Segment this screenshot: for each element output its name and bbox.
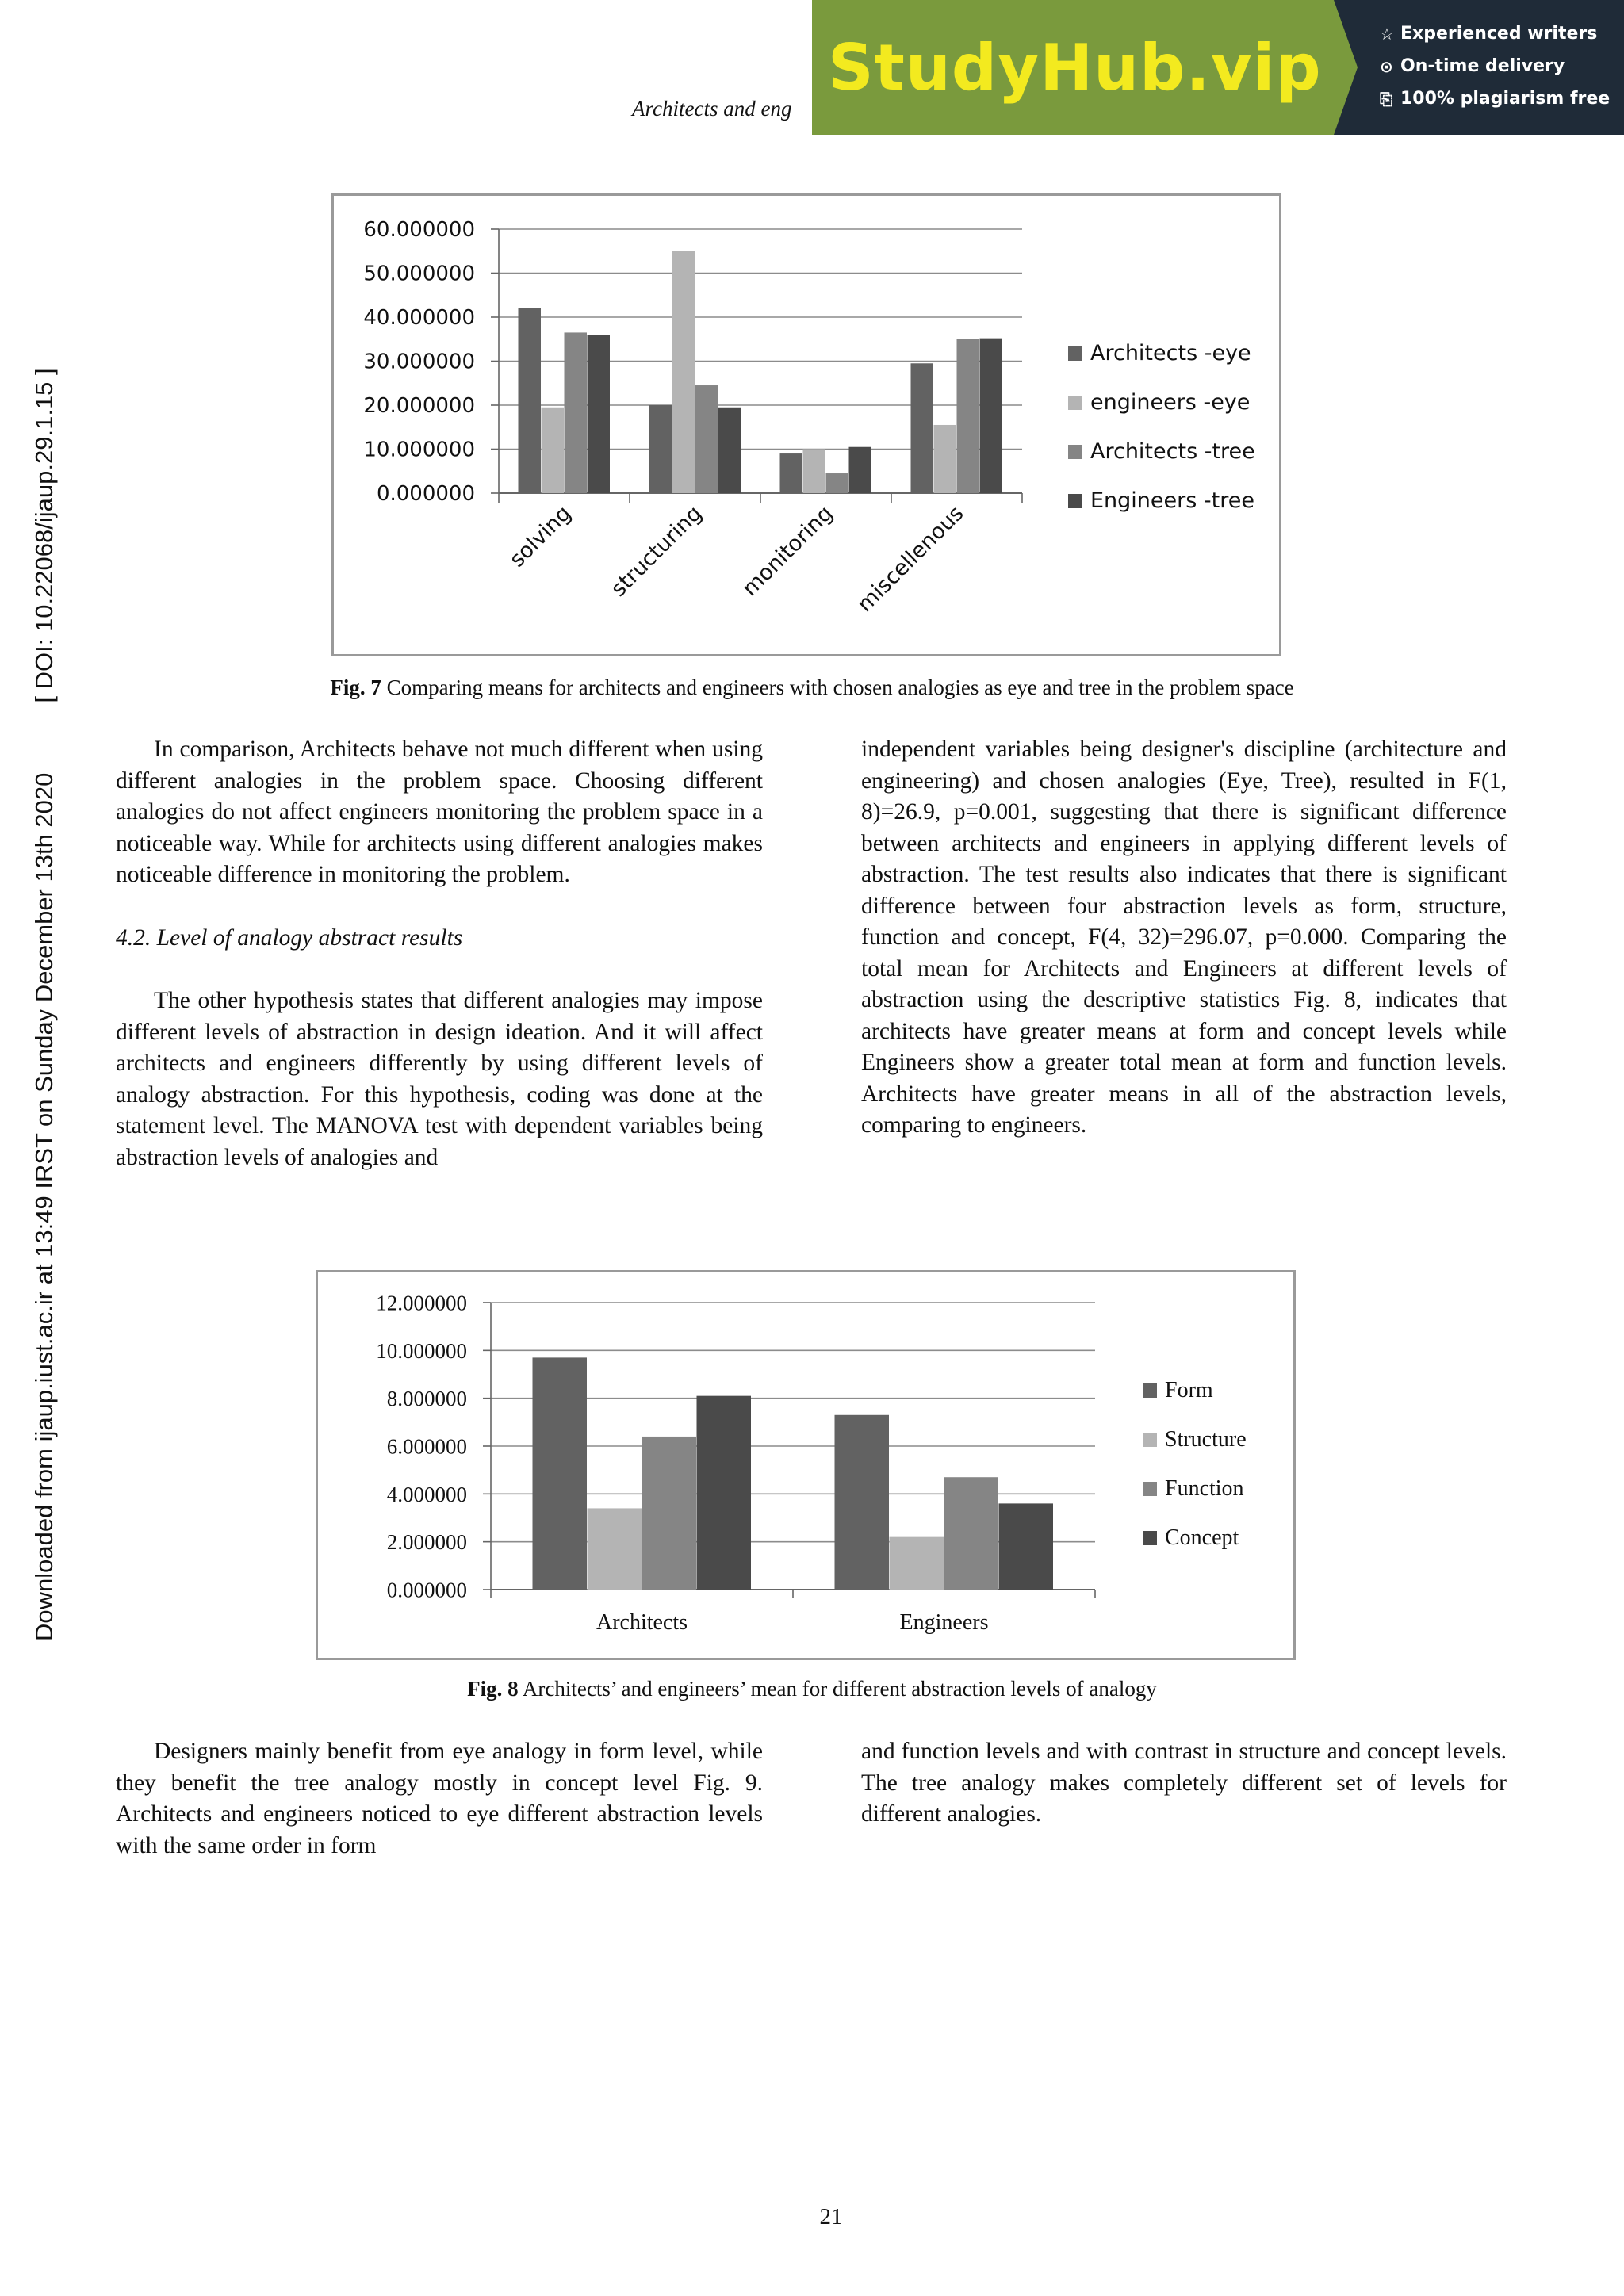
bar-monitoring-1 [803, 450, 826, 494]
banner-brand-area [812, 0, 1334, 135]
y-tick-label: 20.000000 [363, 394, 475, 419]
figure-7-chart [331, 193, 1281, 656]
legend-label: Function [1165, 1476, 1244, 1501]
feature-item: ⊙ On-time delivery [1380, 56, 1565, 76]
bar-structuring-2 [695, 385, 718, 493]
left-column-2 [116, 1736, 763, 1862]
doi-note: [ DOI: 10.22068/ijaup.29.1.15 ] [30, 368, 58, 703]
bar-monitoring-0 [780, 453, 803, 493]
bar-solving-1 [542, 408, 565, 493]
y-tick-label: 6.000000 [386, 1434, 467, 1459]
bar-structuring-3 [718, 408, 741, 493]
right-column-1 [861, 734, 1507, 1142]
legend-label: Architects -tree [1090, 439, 1255, 464]
x-category-label: Architects [596, 1610, 688, 1635]
bar-Architects-0 [533, 1357, 588, 1590]
x-category-label: solving [504, 501, 576, 572]
y-tick-label: 50.000000 [363, 262, 475, 286]
bar-Engineers-3 [999, 1503, 1054, 1590]
legend-swatch [1068, 445, 1082, 459]
x-category-label: monitoring [737, 501, 838, 602]
legend-swatch [1143, 1383, 1157, 1398]
bar-Architects-2 [642, 1437, 697, 1590]
side-note [30, 368, 59, 1641]
bar-monitoring-2 [826, 473, 849, 493]
bar-structuring-1 [672, 251, 695, 493]
legend-label: Structure [1165, 1427, 1247, 1452]
legend-swatch [1143, 1482, 1157, 1496]
y-tick-label: 12.000000 [376, 1291, 467, 1315]
bar-miscellenous-1 [934, 425, 957, 493]
y-tick-label: 2.000000 [386, 1530, 467, 1555]
legend-swatch [1068, 396, 1082, 410]
bar-miscellenous-0 [911, 363, 934, 493]
star-icon: ☆ [1380, 24, 1394, 44]
y-tick-label: 8.000000 [386, 1387, 467, 1411]
legend-label: Engineers -tree [1090, 488, 1254, 513]
y-tick-label: 0.000000 [376, 482, 475, 507]
x-category-label: structuring [606, 501, 707, 602]
y-tick-label: 60.000000 [363, 218, 475, 243]
left-column-1 [116, 734, 763, 1173]
figure-8-caption: Fig. 8 Architects’ and engineers’ mean for different abstraction levels of analogy [467, 1677, 1157, 1701]
paragraph: Designers mainly benefit from eye analogy in form level, while they benefit the tree analogy mostly in concept level Fig. 9. Architects and engineers noticed to eye different abstraction levels with the same order in form [116, 1739, 763, 1858]
copy-icon: ⎘ [1380, 89, 1392, 109]
bar-Engineers-1 [890, 1537, 944, 1590]
x-category-label: miscellenous [852, 501, 969, 618]
x-category-label: Engineers [899, 1610, 989, 1635]
feature-item: ⎘ 100% plagiarism free [1380, 89, 1611, 109]
bar-monitoring-3 [849, 447, 872, 493]
bar-solving-2 [565, 332, 588, 493]
bar-structuring-0 [649, 405, 672, 493]
bar-solving-3 [588, 335, 611, 493]
figure-8-chart [316, 1270, 1296, 1660]
figure-8-svg [318, 1272, 1293, 1658]
bar-Engineers-0 [835, 1415, 890, 1590]
section-heading: 4.2. Level of analogy abstract results [116, 924, 463, 951]
legend-swatch [1068, 494, 1082, 508]
bar-solving-0 [519, 308, 542, 493]
legend-swatch [1068, 346, 1082, 361]
legend-label: Architects -eye [1090, 341, 1251, 365]
y-tick-label: 4.000000 [386, 1482, 467, 1506]
paragraph: independent variables being designer's discipline (architecture and engineering) and chosen analogies (Eye, Tree), resulted in F(1, 8)=26.9, p=0.001, suggesting that there is significant difference between architects and engineers in applying different levels of abstraction. The test results also indicates that there is significant difference between four abstraction levels as form, structure, function and concept, F(4, 32)=296.07, p=0.000. Comparing the total mean for Architects and Engineers at different levels of abstraction using the descriptive statistics Fig. 8, indicates that architects have greater means at form and concept levels while Engineers show a greater total mean at form and function levels. Architects have greater means in all of the abstraction levels, comparing to engineers. [861, 737, 1507, 1138]
legend-swatch [1143, 1433, 1157, 1447]
feature-item: ☆ Experienced writers [1380, 24, 1598, 44]
brand-logo: StudyHub.vip [828, 30, 1322, 105]
paragraph: In comparison, Architects behave not much different when using different analogies in the problem space. Choosing different analogies do not affect engineers monitoring the problem space in a noticeable way. While for architects using different analogies makes noticeable difference in monitoring the problem. [116, 737, 763, 887]
page-number: 21 [819, 2204, 843, 2229]
y-tick-label: 30.000000 [363, 350, 475, 374]
clock-icon: ⊙ [1380, 56, 1393, 76]
banner-features [1334, 0, 1624, 135]
legend-label: Concept [1165, 1525, 1239, 1550]
legend-label: engineers -eye [1090, 390, 1251, 415]
download-note: Downloaded from ijaup.iust.ac.ir at 13:49 IRST on Sunday December 13th 2020 [30, 772, 58, 1641]
running-head: Architects and eng [632, 97, 792, 121]
y-tick-label: 10.000000 [376, 1338, 467, 1363]
right-column-2 [861, 1736, 1507, 1831]
bar-Architects-1 [588, 1508, 642, 1590]
y-tick-label: 0.000000 [386, 1578, 467, 1602]
figure-7-caption: Fig. 7 Comparing means for architects and engineers with chosen analogies as eye and tree in the problem space [330, 675, 1294, 699]
paragraph: The other hypothesis states that different analogies may impose different levels of abstraction in design ideation. And it will affect architects and engineers differently by using different levels of analogy abstraction. For this hypothesis, coding was done at the statement level. The MANOVA test with dependent variables being abstraction levels of analogies and [116, 988, 763, 1170]
bar-Architects-3 [697, 1396, 752, 1590]
legend-label: Form [1165, 1378, 1213, 1402]
bar-miscellenous-2 [957, 339, 980, 493]
bar-Engineers-2 [944, 1477, 999, 1590]
paragraph: and function levels and with contrast in structure and concept levels. The tree analogy makes completely different set of levels for different analogies. [861, 1739, 1507, 1827]
bar-miscellenous-3 [980, 339, 1003, 493]
legend-swatch [1143, 1531, 1157, 1545]
y-tick-label: 40.000000 [363, 306, 475, 331]
studyhub-banner[interactable] [812, 0, 1624, 135]
y-tick-label: 10.000000 [363, 438, 475, 462]
figure-7-svg [334, 196, 1279, 654]
